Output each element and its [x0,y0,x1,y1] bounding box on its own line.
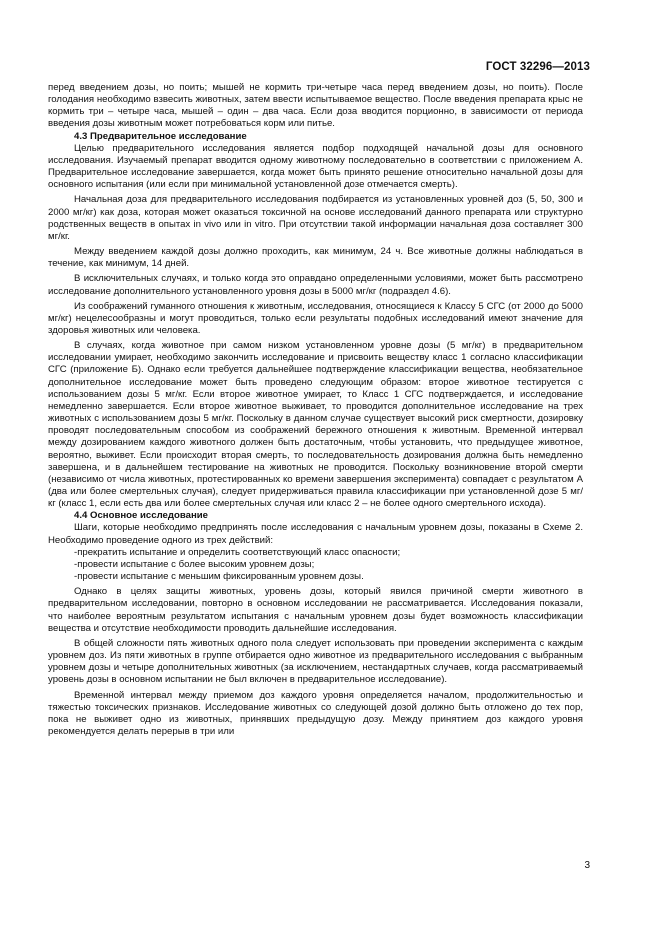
paragraph: Начальная доза для предварительного исследования подбирается из установленных уровней доз (5, 50, 300 и 2000 мг/кг) как доза, которая может оказаться токсичной на основе исследований данного препарата или структурно родственных веществ в опытах in vivo или in vitro. При отсутствии такой информации начальная доза составляет 300 мг/кг. [48,194,583,242]
paragraph: Целью предварительного исследования является подбор подходящей начальной дозы для основного исследования. Изучаемый препарат вводится одному животному последовательно в соответствии с приложением А. Предварительное исследование завершается, когда может быть принято решение относительно начальной дозы для основного испытания (или если при минимальной установленной дозе отмечается смерть). [48,142,583,191]
paragraph: В общей сложности пять животных одного пола следует использовать при проведении эксперимента с каждым уровнем доз. Из пяти животных в группе отбирается одно животное из предварительного исследования с выбранным уровнем дозы и четыре дополнительных животных (за исключением, нестандартных случаев, когда рассматриваемый уровень дозы в основном испытании не был включен в предварительное исследование). [48,637,583,686]
paragraph: В случаях, когда животное при самом низком установленном уровне дозы (5 мг/кг) в предварительном исследовании умирает, необходимо закончить исследование и присвоить веществу класс 1 согласно классификации СГС (приложение Б). Однако если требуется дальнейшее подтверждение классификации вещества, необязательное дополнительное исследование может быть проведено следующим образом: второе животное тестируется с использованием дозы 5 мг/кг. Если второе животное умирает, то Класс 1 СГС подтверждается, и исследование немедленно завершается. Если второе животное выживает, то проводится дополнительное исследование на трех животных с использованием дозы 5 мг/кг. Поскольку в данном случае существует высокий риск смертности, дозировку проводят последовательным способом из соображений бережного отношения к животным. Временной интервал между дозированием каждого животного должен быть достаточным, чтобы установить, что предыдущее животное, вероятно, выживет. Если происходит вторая смерть, то последовательность дозирования должна быть немедленно завершена, и в дальнейшем тестирование на животных не проводится. Поскольку возникновение второй смерти (независимо от числа животных, протестированных ко времени завершения эксперимента) совпадает с результатом А (два или более смертельных случая), следует придерживаться правила классификации при установленной дозе 5 мг/кг (класс 1, если есть два или более смертельных случая или класс 2 – не более одного смертельного исхода). [48,340,583,510]
list-item: -провести испытание с меньшим фиксированным уровнем дозы. [74,571,364,583]
section-heading: 4.3 Предварительное исследование [74,130,247,142]
paragraph: Однако в целях защиты животных, уровень дозы, который явился причиной смерти животного в предварительном исследовании, повторно в основном исследовании не рассматривается. Исследования показали, что наиболее вероятным результатом испытания с начальным уровнем дозы будет возможность классификации вещества и отсутствие необходимости проводить дальнейшие исследования. [48,586,583,634]
section-heading: 4.4 Основное исследование [74,510,208,522]
list-item: -прекратить испытание и определить соответствующий класс опасности; [74,546,401,558]
paragraph: Из соображений гуманного отношения к животным, исследования, относящиеся к Классу 5 СГС (от 2000 до 5000 мг/кг) нецелесообразны и могут проводиться, только если результаты подобных исследований имеют значение для здоровья животных или человека. [48,300,583,336]
document-header: ГОСТ 32296—2013 [485,61,590,73]
body-text [48,82,583,738]
paragraph: Временной интервал между приемом доз каждого уровня определяется началом, продолжительностью и тяжестью токсических признаков. Исследование животных со следующей дозой должно быть отложено до тех пор, пока не выживет одно из животных, принявших предыдущую дозу. Между принятием доз каждого уровня рекомендуется делать перерыв в три или [48,689,583,737]
page-number: 3 [584,860,590,871]
paragraph: Между введением каждой дозы должно проходить, как минимум, 24 ч. Все животные должны наблюдаться в течение, как минимум, 14 дней. [48,246,583,270]
paragraph: Шаги, которые необходимо предпринять после исследования с начальным уровнем дозы, показаны в Схеме 2. Необходимо проведение одного из трех действий: [48,522,583,546]
paragraph: перед введением дозы, но поить; мышей не кормить три-четыре часа перед введением дозы, но поить). После голодания необходимо взвесить животных, затем ввести испытываемое вещество. После введения препарата крыс не кормить три – четыре часа, мышей – один – два часа. Если доза вводится порционно, в зависимости от периода введения дозы животным может потребоваться корм или питье. [48,82,583,130]
list-item: -провести испытание с более высоким уровнем дозы; [74,558,315,570]
paragraph: В исключительных случаях, и только когда это оправдано определенными условиями, может быть рассмотрено исследование дополнительного установленного уровня дозы в 5000 мг/кг (подраздел 4.6). [48,273,583,297]
